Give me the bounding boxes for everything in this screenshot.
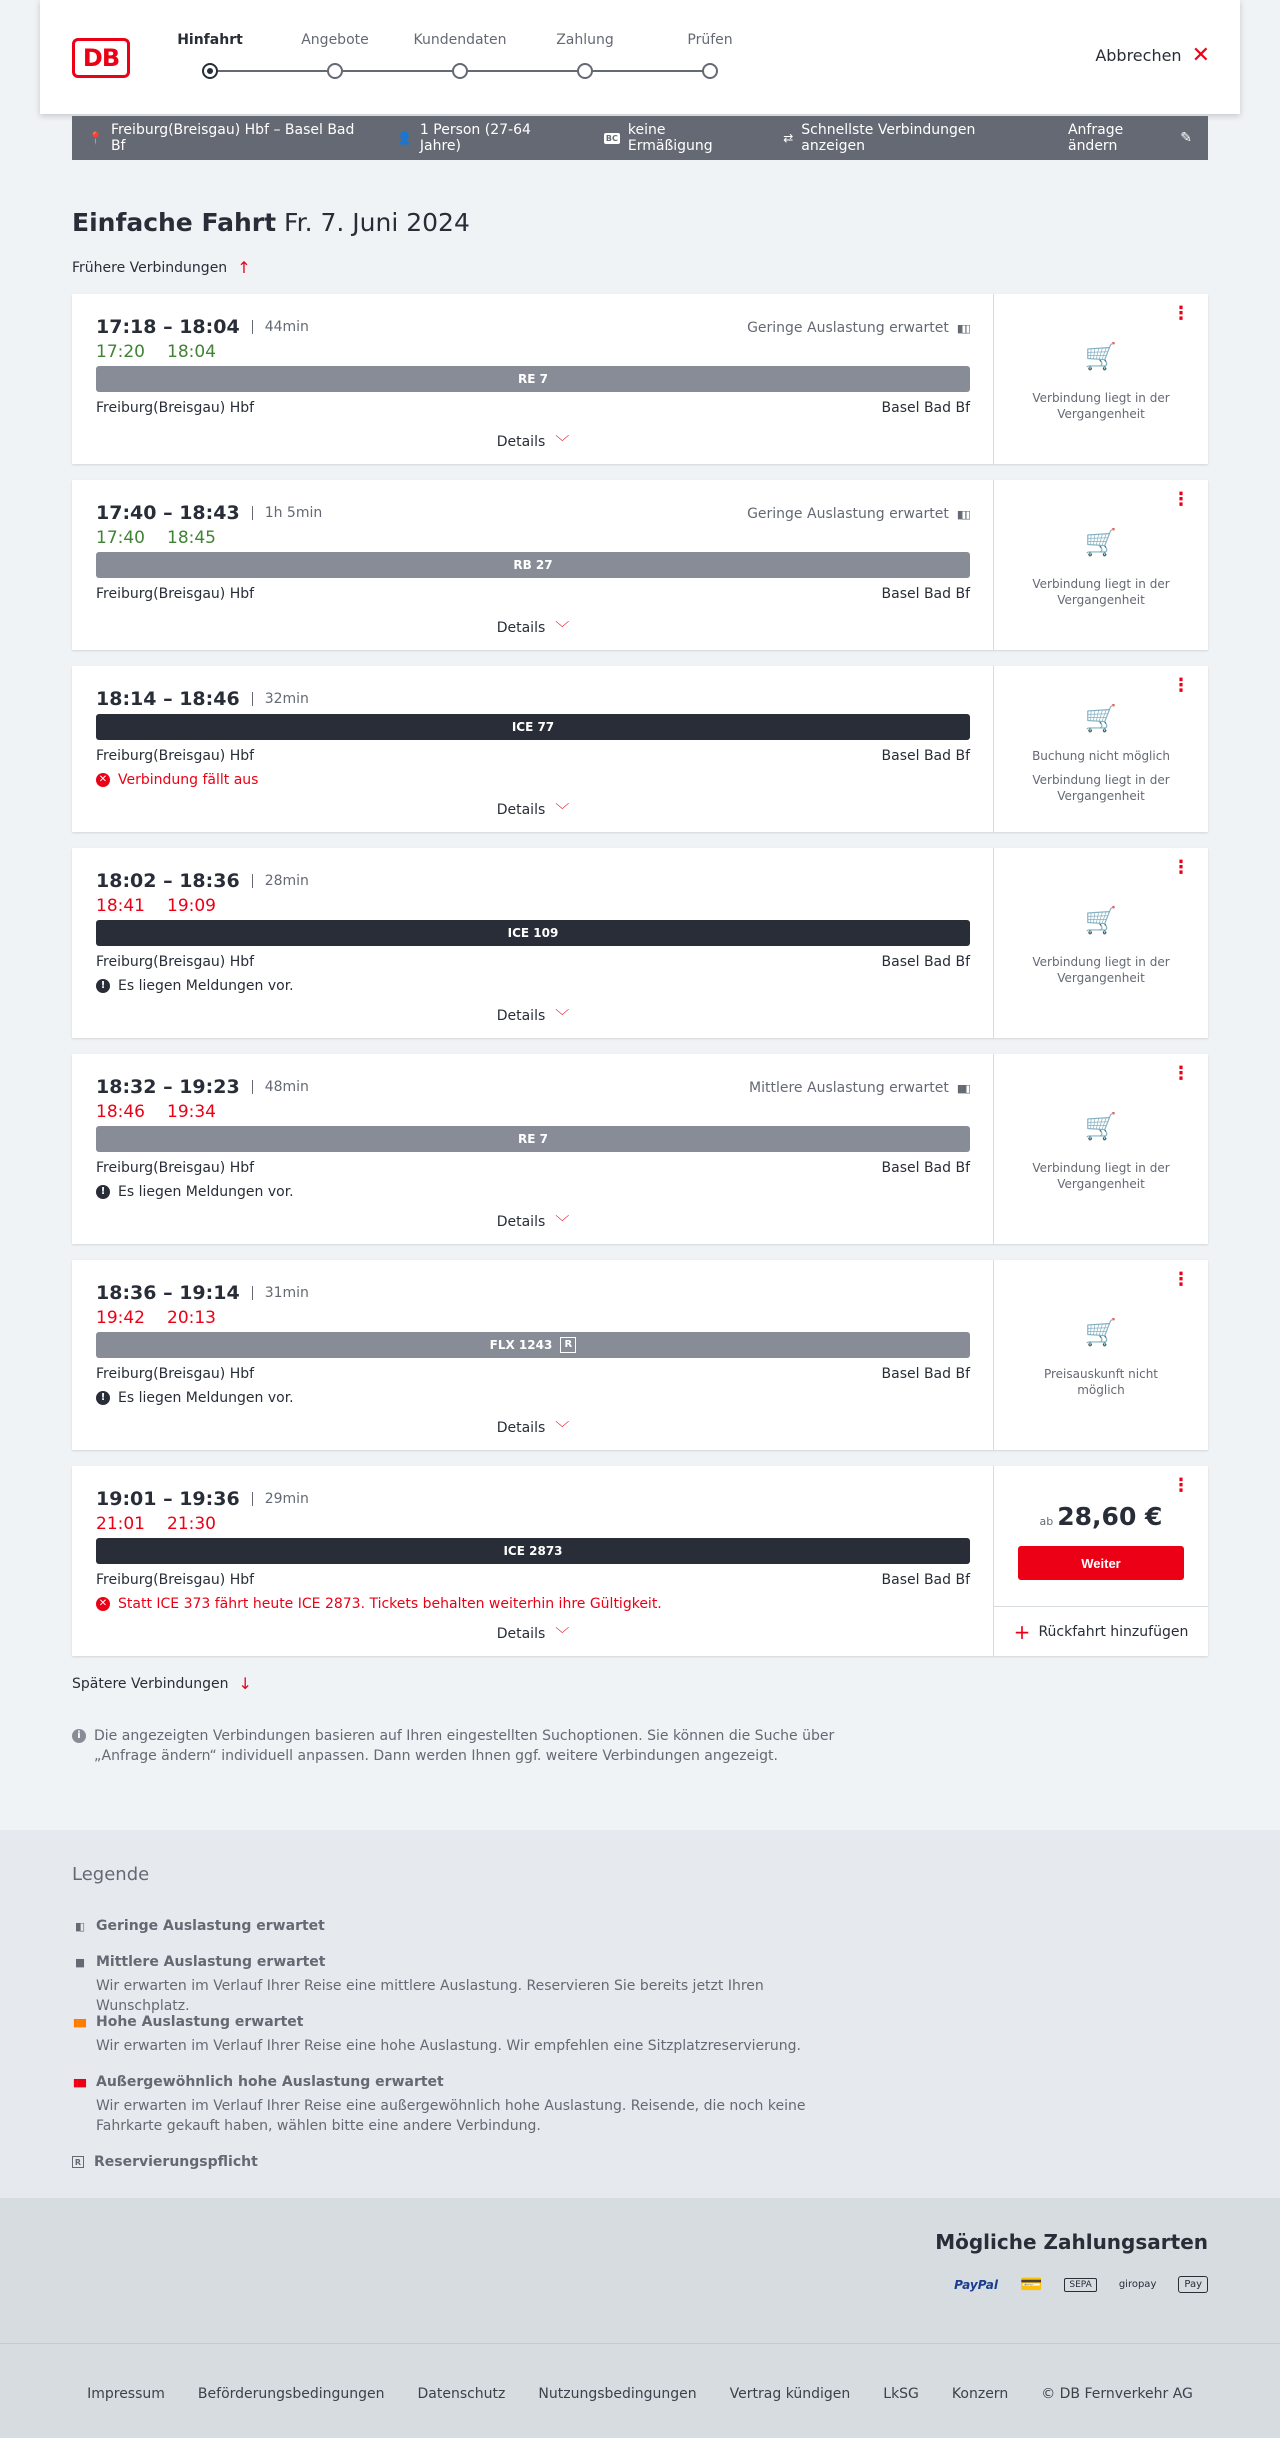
details-toggle[interactable]	[72, 800, 994, 820]
stations	[96, 586, 970, 602]
planned-times: 18:02 – 18:36	[96, 870, 240, 892]
error-icon: ✕	[96, 773, 110, 787]
realtime-departure: 17:20	[96, 342, 145, 362]
planned-times: 17:40 – 18:43	[96, 502, 240, 524]
swap-icon: ⇄	[783, 131, 794, 145]
duration: 1h 5min	[252, 506, 323, 520]
step-dot-kundendaten	[452, 63, 468, 79]
destination-station: Basel Bad Bf	[881, 1160, 970, 1176]
credit-card-icon: 💳	[1019, 2274, 1043, 2295]
connection-main	[72, 1054, 994, 1244]
connection-times	[96, 316, 309, 338]
reservation-required-icon: R	[560, 1337, 576, 1353]
destination-station: Basel Bad Bf	[881, 954, 970, 970]
train-bar[interactable]	[96, 366, 970, 392]
footer-link-datenschutz[interactable]: Datenschutz	[417, 2386, 506, 2402]
cart-unavailable-icon: 🛒	[1084, 906, 1118, 936]
connection-main	[72, 1466, 994, 1656]
planned-times: 18:14 – 18:46	[96, 688, 240, 710]
connection-side	[994, 848, 1208, 1038]
legend-label: Mittlere Auslastung erwartet	[96, 1954, 326, 1970]
payment-methods	[0, 2198, 1280, 2343]
more-options-icon[interactable]: ⋮	[1172, 857, 1190, 878]
footer-link-impressum[interactable]: Impressum	[87, 2386, 165, 2402]
route-summary	[88, 122, 363, 154]
duration: 29min	[252, 1492, 309, 1506]
realtime-arrival: 18:45	[167, 528, 216, 548]
legend-title: Legende	[72, 1864, 150, 1885]
realtime-arrival: 19:09	[167, 896, 216, 916]
stations	[96, 1160, 970, 1176]
cart-unavailable-icon: 🛒	[1084, 704, 1118, 734]
connection-card[interactable]	[72, 848, 1208, 1038]
edit-request-button[interactable]	[1068, 122, 1192, 154]
add-return-trip-label: Rückfahrt hinzufügen	[1038, 1624, 1189, 1640]
plus-icon: +	[1013, 1620, 1031, 1644]
later-connections-label: Spätere Verbindungen	[72, 1675, 229, 1692]
connection-card[interactable]	[72, 1260, 1208, 1450]
legend-item	[72, 2074, 832, 2136]
pencil-icon: ✎	[1180, 130, 1193, 146]
realtime-departure: 19:42	[96, 1308, 145, 1328]
train-label: ICE 109	[507, 926, 559, 940]
origin-station: Freiburg(Breisgau) Hbf	[96, 748, 255, 764]
realtime-departure: 18:46	[96, 1102, 145, 1122]
legend-label: Reservierungspflicht	[94, 2154, 258, 2170]
load-text: Geringe Auslastung erwartet	[747, 506, 949, 522]
error-icon: ✕	[96, 1597, 110, 1611]
realtime-times	[96, 1308, 216, 1328]
duration: 48min	[252, 1080, 309, 1094]
connection-main	[72, 480, 994, 650]
warning-icon: !	[96, 979, 110, 993]
connection-times	[96, 688, 309, 710]
stations	[96, 1366, 970, 1382]
details-label: Details	[496, 434, 546, 450]
duration: 31min	[252, 1286, 309, 1300]
duration: 44min	[252, 320, 309, 334]
step-angebote: Angebote	[301, 32, 369, 48]
chevron-down-icon: ﹀	[555, 1421, 570, 1437]
info-text: Die angezeigten Verbindungen basieren auf Ihren eingestellten Suchoptionen. Sie können die Suche über „Anfrage ändern“ individuell anpassen. Dann werden Ihnen ggf. weitere Verbindungen angezeigt.	[94, 1728, 835, 1764]
trip-type: Einfache Fahrt	[72, 208, 277, 237]
details-toggle[interactable]	[72, 1212, 994, 1232]
planned-times: 19:01 – 19:36	[96, 1488, 240, 1510]
notice-message	[96, 1390, 294, 1406]
realtime-times	[96, 1514, 216, 1534]
details-toggle[interactable]	[72, 618, 994, 638]
person-icon: 👤	[396, 131, 412, 145]
stations	[96, 954, 970, 970]
step-kundendaten: Kundendaten	[413, 32, 507, 48]
details-toggle[interactable]	[72, 432, 994, 452]
connection-main	[72, 666, 994, 832]
connection-card[interactable]	[72, 666, 1208, 832]
details-label: Details	[496, 1214, 546, 1230]
more-options-icon[interactable]: ⋮	[1172, 489, 1190, 510]
cancel-label: Abbrechen	[1095, 46, 1182, 65]
realtime-departure: 18:41	[96, 896, 145, 916]
train-label: FLX 1243	[489, 1338, 553, 1352]
load-indicator	[747, 506, 969, 522]
load-low-icon: ▮▯▯	[956, 507, 969, 521]
realtime-arrival: 19:34	[167, 1102, 216, 1122]
connection-side	[994, 1054, 1208, 1244]
side-status-text: Verbindung liegt in der Vergangenheit	[1032, 773, 1170, 803]
cancellation-message	[96, 772, 258, 788]
connection-main	[72, 848, 994, 1038]
load-medium-icon: ▮▮	[74, 1955, 84, 1969]
info-note	[72, 1726, 852, 1766]
step-zahlung: Zahlung	[556, 32, 614, 48]
side-status-text: Buchung nicht möglich	[1032, 749, 1170, 763]
details-label: Details	[496, 620, 546, 636]
train-label: ICE 77	[511, 720, 555, 734]
paypal-icon: PayPal	[954, 2277, 998, 2292]
planned-times: 18:32 – 19:23	[96, 1076, 240, 1098]
destination-station: Basel Bad Bf	[881, 400, 970, 416]
details-toggle[interactable]	[72, 1006, 994, 1026]
legend-description: Wir erwarten im Verlauf Ihrer Reise eine hohe Auslastung. Wir empfehlen eine Sitzplatzreservierung.	[96, 2038, 801, 2054]
chevron-down-icon: ﹀	[555, 1009, 570, 1025]
earlier-connections-link[interactable]	[72, 258, 251, 277]
details-label: Details	[496, 1626, 546, 1642]
warning-icon: !	[96, 1185, 110, 1199]
close-icon: ✕	[1191, 42, 1210, 68]
destination-station: Basel Bad Bf	[881, 1366, 970, 1382]
cart-unavailable-icon: 🛒	[1084, 342, 1118, 372]
load-text: Mittlere Auslastung erwartet	[749, 1080, 949, 1096]
connection-card[interactable]	[72, 294, 1208, 464]
cart-unavailable-icon: 🛒	[1084, 1112, 1118, 1142]
load-low-icon: ▮▯	[74, 1919, 84, 1933]
load-indicator	[749, 1080, 969, 1096]
train-bar[interactable]	[96, 1332, 970, 1358]
discount-summary	[604, 122, 749, 154]
connection-times	[96, 1488, 309, 1510]
connection-times	[96, 502, 322, 524]
option-text: Schnellste Verbindungen anzeigen	[801, 122, 976, 154]
connection-card[interactable]	[72, 1466, 1208, 1656]
stations	[96, 400, 970, 416]
side-status-text: Preisauskunft nicht möglich	[1043, 1367, 1159, 1397]
details-toggle[interactable]	[72, 1418, 994, 1438]
connection-main	[72, 294, 994, 464]
later-connections-link[interactable]	[72, 1674, 252, 1693]
arrow-down-icon: ↓	[238, 1674, 252, 1693]
legend-item	[72, 2014, 832, 2056]
footer-link-lksg[interactable]: LkSG	[883, 2386, 919, 2402]
realtime-departure: 21:01	[96, 1514, 145, 1534]
replacement-message	[96, 1596, 662, 1612]
progress-steps	[177, 32, 770, 92]
load-indicator	[747, 320, 969, 336]
location-pin-icon: 📍	[88, 131, 103, 145]
legend-item	[72, 2154, 832, 2170]
details-label: Details	[496, 1008, 546, 1024]
realtime-arrival: 21:30	[167, 1514, 216, 1534]
message-text: Es liegen Meldungen vor.	[118, 1390, 294, 1406]
details-label: Details	[496, 1420, 546, 1436]
duration: 32min	[252, 692, 309, 706]
origin-station: Freiburg(Breisgau) Hbf	[96, 400, 255, 416]
page-title	[72, 208, 470, 237]
train-bar[interactable]	[96, 714, 970, 740]
cart-unavailable-icon: 🛒	[1084, 528, 1118, 558]
message-text: Statt ICE 373 fährt heute ICE 2873. Tickets behalten weiterhin ihre Gültigkeit.	[118, 1596, 662, 1612]
connection-times	[96, 1282, 309, 1304]
message-text: Verbindung fällt aus	[118, 772, 259, 788]
legend-label: Außergewöhnlich hohe Auslastung erwartet	[96, 2074, 444, 2090]
legend-label: Geringe Auslastung erwartet	[96, 1918, 325, 1934]
step-dot-pruefen	[702, 63, 718, 79]
cancel-button[interactable]	[1095, 42, 1210, 68]
side-status-text: Verbindung liegt in der Vergangenheit	[1032, 391, 1170, 421]
train-bar[interactable]	[96, 920, 970, 946]
sepa-icon: SEPA	[1064, 2278, 1096, 2292]
route-text: Freiburg(Breisgau) Hbf – Basel Bad Bf	[110, 122, 355, 154]
applepay-label: Pay	[1184, 2279, 1202, 2290]
giropay-icon: giropay	[1118, 2279, 1157, 2290]
destination-station: Basel Bad Bf	[881, 748, 970, 764]
realtime-arrival: 18:04	[167, 342, 216, 362]
train-label: ICE 2873	[503, 1544, 563, 1558]
divider	[994, 1606, 1208, 1607]
step-hinfahrt: Hinfahrt	[177, 32, 243, 48]
reservation-required-icon: R	[72, 2156, 84, 2168]
applepay-icon	[1178, 2276, 1208, 2293]
load-medium-icon: ▮▮▯	[956, 1081, 969, 1095]
planned-times: 18:36 – 19:14	[96, 1282, 240, 1304]
origin-station: Freiburg(Breisgau) Hbf	[96, 1160, 255, 1176]
footer-links	[0, 2386, 1280, 2402]
origin-station: Freiburg(Breisgau) Hbf	[96, 1572, 255, 1588]
details-toggle[interactable]	[72, 1624, 994, 1644]
arrow-up-icon: ↑	[237, 258, 251, 277]
details-label: Details	[496, 802, 546, 818]
notice-message	[96, 1184, 294, 1200]
edit-request-label: Anfrage ändern	[1067, 122, 1124, 154]
more-options-icon[interactable]: ⋮	[1172, 1475, 1190, 1496]
discount-text: keine Ermäßigung	[627, 122, 713, 154]
connection-side	[994, 1260, 1208, 1450]
price-value: 28,60 €	[1057, 1502, 1163, 1531]
train-bar[interactable]	[96, 1538, 970, 1564]
train-bar[interactable]	[96, 552, 970, 578]
chevron-down-icon: ﹀	[555, 1627, 570, 1643]
price	[994, 1502, 1208, 1531]
origin-station: Freiburg(Breisgau) Hbf	[96, 586, 255, 602]
legend-label: Hohe Auslastung erwartet	[96, 2014, 304, 2030]
passenger-text: 1 Person (27-64 Jahre)	[419, 122, 531, 154]
message-text: Es liegen Meldungen vor.	[118, 978, 294, 994]
load-high-icon: ▮▮▮	[72, 2015, 86, 2029]
connection-times	[96, 1076, 309, 1098]
info-icon: i	[72, 1729, 86, 1743]
realtime-times	[96, 528, 216, 548]
price-prefix: ab	[1039, 1515, 1054, 1528]
cart-unavailable-icon: 🛒	[1084, 1318, 1118, 1348]
footer-copyright[interactable]: © DB Fernverkehr AG	[1041, 2386, 1193, 2402]
warning-icon: !	[96, 1391, 110, 1405]
connection-side	[994, 666, 1208, 832]
train-label: RE 7	[518, 372, 548, 386]
message-text: Es liegen Meldungen vor.	[118, 1184, 294, 1200]
connection-side	[994, 1466, 1208, 1656]
connection-card[interactable]	[72, 480, 1208, 650]
side-status-text: Verbindung liegt in der Vergangenheit	[1032, 955, 1170, 985]
trip-date: Fr. 7. Juni 2024	[284, 208, 470, 237]
load-text: Geringe Auslastung erwartet	[747, 320, 949, 336]
realtime-times	[96, 1102, 216, 1122]
chevron-down-icon: ﹀	[555, 803, 570, 819]
payment-title: Mögliche Zahlungsarten	[935, 2230, 1208, 2254]
realtime-arrival: 20:13	[167, 1308, 216, 1328]
load-low-icon: ▮▯▯	[956, 321, 969, 335]
header	[40, 0, 1240, 114]
connection-times	[96, 870, 309, 892]
step-dot-zahlung	[577, 63, 593, 79]
payment-icons	[954, 2274, 1208, 2295]
footer-link-vertrag-kuendigen[interactable]: Vertrag kündigen	[729, 2386, 851, 2402]
destination-station: Basel Bad Bf	[881, 1572, 970, 1588]
add-return-trip-button[interactable]	[994, 1620, 1208, 1644]
train-bar[interactable]	[96, 1126, 970, 1152]
origin-station: Freiburg(Breisgau) Hbf	[96, 954, 255, 970]
step-pruefen: Prüfen	[687, 32, 733, 48]
origin-station: Freiburg(Breisgau) Hbf	[96, 1366, 255, 1382]
connection-side	[994, 480, 1208, 650]
more-options-icon[interactable]: ⋮	[1172, 303, 1190, 324]
footer	[0, 2343, 1280, 2438]
legend-description: Wir erwarten im Verlauf Ihrer Reise eine außergewöhnlich hohe Auslastung. Reisende, die noch keine Fahrkarte gekauft haben, wählen bitte eine andere Verbindung.	[96, 2098, 806, 2134]
footer-link-nutzungsbedingungen[interactable]: Nutzungsbedingungen	[538, 2386, 697, 2402]
db-logo[interactable]: DB	[72, 38, 130, 78]
connection-side	[994, 294, 1208, 464]
notice-message	[96, 978, 294, 994]
realtime-times	[96, 896, 216, 916]
earlier-connections-label: Frühere Verbindungen	[72, 259, 228, 276]
step-dot-angebote	[327, 63, 343, 79]
connection-card[interactable]	[72, 1054, 1208, 1244]
legend-item	[72, 1954, 832, 2016]
more-options-icon[interactable]: ⋮	[1172, 1269, 1190, 1290]
destination-station: Basel Bad Bf	[881, 586, 970, 602]
more-options-icon[interactable]: ⋮	[1172, 1063, 1190, 1084]
step-dot-hinfahrt	[202, 63, 218, 79]
chevron-down-icon: ﹀	[555, 435, 570, 451]
train-label: RB 27	[513, 558, 553, 572]
duration: 28min	[252, 874, 309, 888]
legend	[0, 1830, 1280, 2198]
side-status-text: Verbindung liegt in der Vergangenheit	[1032, 1161, 1170, 1191]
passenger-summary	[397, 122, 570, 154]
bahncard-icon: BC	[605, 133, 618, 143]
footer-link-befoerderungsbedingungen[interactable]: Beförderungsbedingungen	[197, 2386, 385, 2402]
stations	[96, 748, 970, 764]
chevron-down-icon: ﹀	[555, 1215, 570, 1231]
realtime-times	[96, 342, 216, 362]
stations	[96, 1572, 970, 1588]
side-status-text: Verbindung liegt in der Vergangenheit	[1032, 577, 1170, 607]
legend-description: Wir erwarten im Verlauf Ihrer Reise eine mittlere Auslastung. Reservieren Sie bereits jetzt Ihren Wunschplatz.	[96, 1978, 764, 2014]
search-summary-bar	[72, 116, 1208, 160]
footer-link-konzern[interactable]: Konzern	[951, 2386, 1009, 2402]
weiter-button[interactable]: Weiter	[1018, 1546, 1184, 1580]
realtime-departure: 17:40	[96, 528, 145, 548]
connection-main	[72, 1260, 994, 1450]
load-extreme-icon: ▮▮▮	[72, 2075, 86, 2089]
option-summary	[783, 122, 1034, 154]
chevron-down-icon: ﹀	[555, 621, 570, 637]
planned-times: 17:18 – 18:04	[96, 316, 240, 338]
train-label: RE 7	[518, 1132, 548, 1146]
more-options-icon[interactable]: ⋮	[1172, 675, 1190, 696]
legend-item	[72, 1918, 832, 1934]
